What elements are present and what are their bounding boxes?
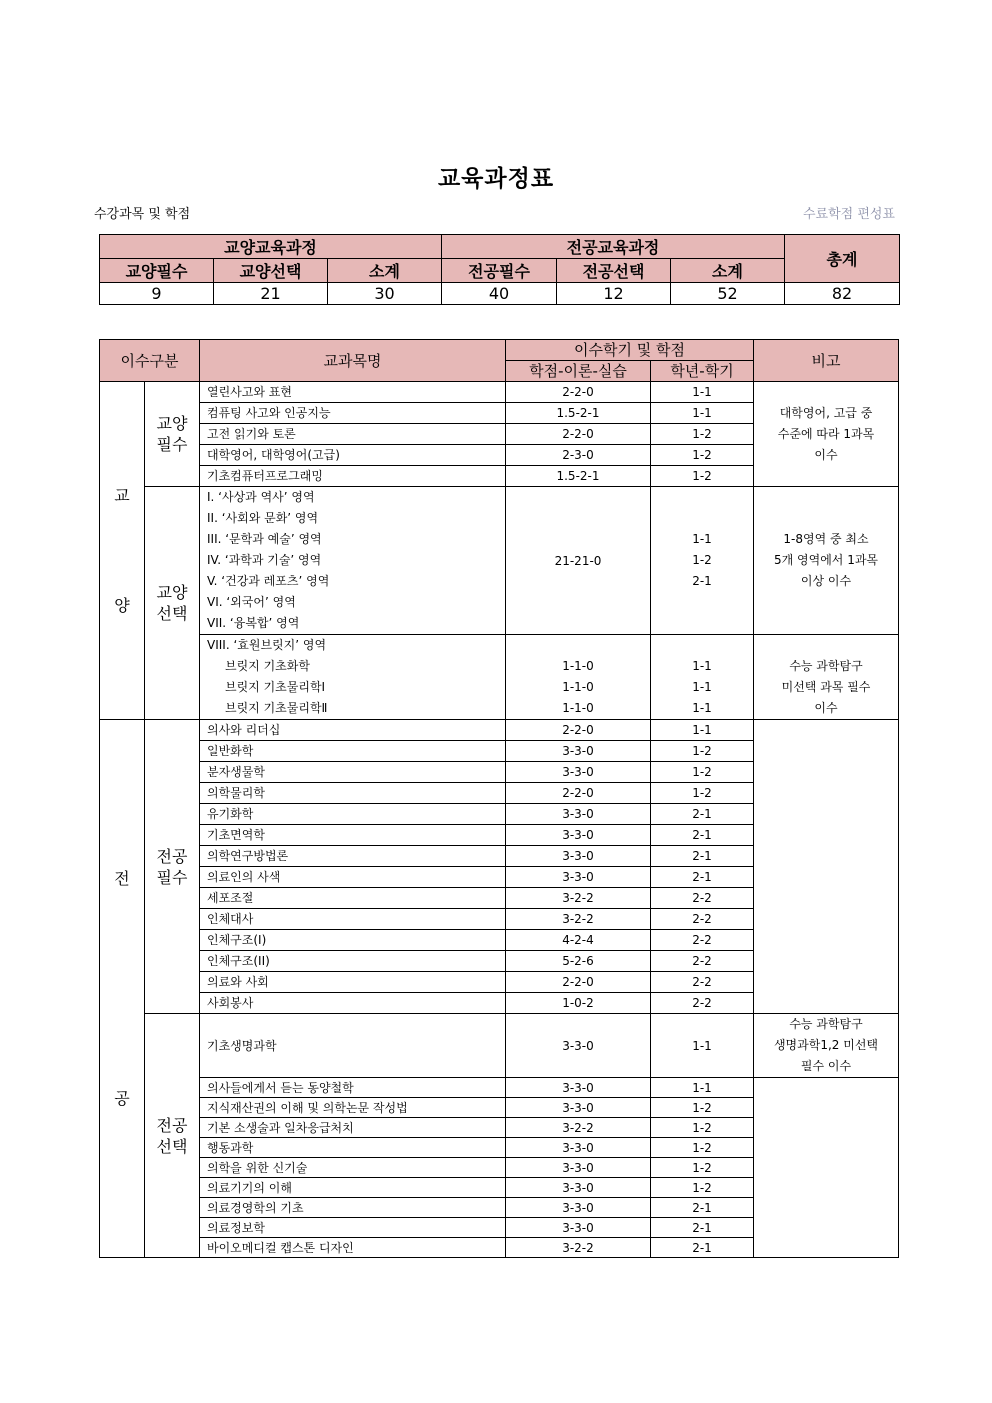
course-term: 2-1 bbox=[651, 825, 754, 846]
category-char: 교 bbox=[114, 485, 130, 505]
elective-term: 1-1 bbox=[692, 532, 712, 546]
course-name: 인체구조(II) bbox=[200, 951, 506, 972]
course-name-header: 교과목명 bbox=[200, 340, 506, 382]
note-line: 수능 과학탐구 bbox=[789, 659, 863, 673]
bridge-credit-list bbox=[506, 635, 651, 720]
bridge-course-credit: 1-1-0 bbox=[562, 659, 594, 673]
note-line: 이상 이수 bbox=[800, 574, 852, 588]
note-header: 비고 bbox=[754, 340, 899, 382]
course-credit: 3-2-2 bbox=[506, 1118, 651, 1138]
course-credit: 3-3-0 bbox=[506, 1158, 651, 1178]
course-name: 컴퓨팅 사고와 인공지능 bbox=[200, 403, 506, 424]
course-name: 기초면역학 bbox=[200, 825, 506, 846]
course-name: 의사와 리더십 bbox=[200, 720, 506, 741]
semester-credit-header: 이수학기 및 학점 bbox=[506, 340, 754, 361]
course-term: 2-1 bbox=[651, 867, 754, 888]
course-credit: 1.5-2-1 bbox=[506, 403, 651, 424]
course-credit: 3-2-2 bbox=[506, 1238, 651, 1258]
general-elective-note bbox=[754, 487, 899, 635]
bridge-course-term: 1-1 bbox=[692, 701, 712, 715]
course-term: 1-2 bbox=[651, 424, 754, 445]
general-elective-label bbox=[145, 487, 200, 720]
elective-area: VII. ‘융복합’ 영역 bbox=[207, 616, 300, 630]
elective-area: III. ‘문학과 예술’ 영역 bbox=[207, 532, 322, 546]
course-term: 1-2 bbox=[651, 445, 754, 466]
major-elective-note bbox=[754, 1078, 899, 1258]
course-name: 사회봉사 bbox=[200, 993, 506, 1014]
course-term: 1-1 bbox=[651, 1014, 754, 1078]
course-credit: 1-0-2 bbox=[506, 993, 651, 1014]
course-name: 의료기기의 이해 bbox=[200, 1178, 506, 1198]
credit-header: 학점-이론-실습 bbox=[506, 361, 651, 382]
bridge-course-name: 브릿지 기초화학 bbox=[225, 659, 310, 673]
course-credit: 3-2-2 bbox=[506, 888, 651, 909]
summary-value: 82 bbox=[785, 283, 900, 305]
note-line: 미선택 과목 필수 bbox=[781, 680, 871, 694]
course-credit-caption: 수강과목 및 학점 bbox=[94, 207, 191, 222]
total-header: 총계 bbox=[785, 235, 900, 283]
course-credit: 3-3-0 bbox=[506, 867, 651, 888]
subcategory-label-line: 선택 bbox=[156, 604, 188, 623]
elective-term: 2-1 bbox=[692, 574, 712, 588]
summary-value: 52 bbox=[671, 283, 785, 305]
course-term: 2-2 bbox=[651, 972, 754, 993]
course-term: 1-1 bbox=[651, 382, 754, 403]
category-char: 공 bbox=[114, 1088, 130, 1108]
bridge-course-credit: 1-1-0 bbox=[562, 701, 594, 715]
course-term: 2-1 bbox=[651, 1238, 754, 1258]
credit-summary-table bbox=[99, 234, 900, 305]
elective-area: I. ‘사상과 역사’ 영역 bbox=[207, 490, 315, 504]
note-line: 이수 bbox=[814, 701, 838, 715]
summary-col-header: 소계 bbox=[671, 259, 785, 283]
course-name: 행동과학 bbox=[200, 1138, 506, 1158]
course-name: 의료경영학의 기초 bbox=[200, 1198, 506, 1218]
major-category-label bbox=[100, 720, 145, 1258]
category-char: 전 bbox=[114, 868, 130, 888]
bridge-course-list bbox=[200, 635, 506, 720]
course-name: 의료인의 사색 bbox=[200, 867, 506, 888]
note-line: 이수 bbox=[814, 447, 838, 462]
summary-value: 9 bbox=[100, 283, 214, 305]
course-credit: 2-2-0 bbox=[506, 382, 651, 403]
subcategory-label-line: 필수 bbox=[156, 435, 188, 454]
major-elective-first-note bbox=[754, 1014, 899, 1078]
course-term: 1-2 bbox=[651, 1178, 754, 1198]
course-term: 2-1 bbox=[651, 1198, 754, 1218]
elective-area: IV. ‘과학과 기술’ 영역 bbox=[207, 553, 322, 567]
course-credit: 3-3-0 bbox=[506, 1014, 651, 1078]
course-credit: 2-2-0 bbox=[506, 972, 651, 993]
course-name: 기초생명과학 bbox=[200, 1014, 506, 1078]
summary-col-header: 전공필수 bbox=[442, 259, 557, 283]
course-term: 1-2 bbox=[651, 1158, 754, 1178]
course-credit: 3-3-0 bbox=[506, 1218, 651, 1238]
course-name: 지식재산권의 이해 및 의학논문 작성법 bbox=[200, 1098, 506, 1118]
course-term: 1-1 bbox=[651, 403, 754, 424]
course-term: 1-2 bbox=[651, 741, 754, 762]
course-term: 1-2 bbox=[651, 783, 754, 804]
bridge-note bbox=[754, 635, 899, 720]
course-credit: 3-3-0 bbox=[506, 1078, 651, 1098]
subcategory-label-line: 교양 bbox=[156, 414, 188, 433]
note-line: 5개 영역에서 1과목 bbox=[773, 553, 879, 567]
course-name: 의학을 위한 신기술 bbox=[200, 1158, 506, 1178]
subcategory-label-line: 전공 bbox=[156, 1115, 188, 1135]
major-elective-label bbox=[145, 1014, 200, 1258]
summary-col-header: 교양선택 bbox=[214, 259, 328, 283]
summary-value: 12 bbox=[557, 283, 671, 305]
bridge-term-list bbox=[651, 635, 754, 720]
major-curriculum-header: 전공교육과정 bbox=[442, 235, 785, 259]
course-term: 1-2 bbox=[651, 1118, 754, 1138]
course-name: 대학영어, 대학영어(고급) bbox=[200, 445, 506, 466]
course-term: 2-1 bbox=[651, 804, 754, 825]
elective-area-list bbox=[200, 487, 506, 635]
course-name: 기본 소생술과 일차응급처치 bbox=[200, 1118, 506, 1138]
elective-credit: 21-21-0 bbox=[506, 487, 651, 635]
subcategory-label-line: 전공 bbox=[156, 846, 188, 866]
course-name: 의사들에게서 듣는 동양철학 bbox=[200, 1078, 506, 1098]
course-term: 1-2 bbox=[651, 1138, 754, 1158]
bridge-course-name: 브릿지 기초물리학Ⅱ bbox=[225, 701, 328, 715]
course-credit: 3-3-0 bbox=[506, 804, 651, 825]
course-name: 인체대사 bbox=[200, 909, 506, 930]
course-name: 의료와 사회 bbox=[200, 972, 506, 993]
category-header: 이수구분 bbox=[100, 340, 200, 382]
bridge-title: VIII. ‘효원브릿지’ 영역 bbox=[207, 638, 327, 652]
elective-area: V. ‘건강과 레포츠’ 영역 bbox=[207, 574, 330, 588]
bridge-course-name: 브릿지 기초물리학Ⅰ bbox=[225, 680, 326, 694]
year-semester-header: 학년-학기 bbox=[651, 361, 754, 382]
course-name: 열린사고와 표현 bbox=[200, 382, 506, 403]
course-name: 의학연구방법론 bbox=[200, 846, 506, 867]
summary-col-header: 전공선택 bbox=[557, 259, 671, 283]
bridge-course-term: 1-1 bbox=[692, 680, 712, 694]
course-name: 바이오메디컬 캡스톤 디자인 bbox=[200, 1238, 506, 1258]
course-credit: 3-3-0 bbox=[506, 1098, 651, 1118]
subcategory-label-line: 선택 bbox=[156, 1136, 188, 1156]
course-credit: 3-3-0 bbox=[506, 741, 651, 762]
course-credit: 2-3-0 bbox=[506, 445, 651, 466]
summary-value: 40 bbox=[442, 283, 557, 305]
course-term: 2-2 bbox=[651, 888, 754, 909]
subcategory-label-line: 필수 bbox=[156, 867, 188, 887]
course-term: 1-1 bbox=[651, 1078, 754, 1098]
course-term: 1-2 bbox=[651, 762, 754, 783]
course-term: 1-2 bbox=[651, 1098, 754, 1118]
curriculum-table bbox=[99, 339, 899, 1258]
course-term: 1-2 bbox=[651, 466, 754, 487]
course-credit: 5-2-6 bbox=[506, 951, 651, 972]
course-name: 기초컴퓨터프로그래밍 bbox=[200, 466, 506, 487]
course-term: 2-2 bbox=[651, 930, 754, 951]
general-category-label bbox=[100, 382, 145, 720]
course-credit: 2-2-0 bbox=[506, 424, 651, 445]
elective-area: VI. ‘외국어’ 영역 bbox=[207, 595, 296, 609]
elective-terms bbox=[651, 487, 754, 635]
course-name: 의료정보학 bbox=[200, 1218, 506, 1238]
course-term: 2-1 bbox=[651, 846, 754, 867]
course-name: 세포조절 bbox=[200, 888, 506, 909]
course-term: 1-1 bbox=[651, 720, 754, 741]
note-line: 1-8영역 중 최소 bbox=[783, 532, 869, 546]
course-credit: 3-3-0 bbox=[506, 1198, 651, 1218]
course-credit: 3-3-0 bbox=[506, 762, 651, 783]
subcategory-label-line: 교양 bbox=[156, 583, 188, 602]
course-name: 의학물리학 bbox=[200, 783, 506, 804]
course-credit: 4-2-4 bbox=[506, 930, 651, 951]
note-line: 생명과학1,2 미선택 bbox=[773, 1038, 879, 1052]
note-line: 수준에 따라 1과목 bbox=[777, 426, 875, 441]
course-name: 고전 읽기와 토론 bbox=[200, 424, 506, 445]
course-term: 2-2 bbox=[651, 909, 754, 930]
note-line: 필수 이수 bbox=[800, 1059, 852, 1073]
elective-term: 1-2 bbox=[692, 553, 712, 567]
course-name: 인체구조(I) bbox=[200, 930, 506, 951]
summary-col-header: 교양필수 bbox=[100, 259, 214, 283]
elective-area: II. ‘사회와 문화’ 영역 bbox=[207, 511, 319, 525]
category-char: 양 bbox=[114, 595, 130, 615]
summary-col-header: 소계 bbox=[328, 259, 442, 283]
course-credit: 3-3-0 bbox=[506, 1178, 651, 1198]
course-term: 2-2 bbox=[651, 993, 754, 1014]
course-name: 분자생물학 bbox=[200, 762, 506, 783]
general-required-note bbox=[754, 382, 899, 487]
major-required-label bbox=[145, 720, 200, 1014]
bridge-course-term: 1-1 bbox=[692, 659, 712, 673]
general-curriculum-header: 교양교육과정 bbox=[100, 235, 442, 259]
course-credit: 3-2-2 bbox=[506, 909, 651, 930]
credit-plan-caption: 수료학점 편성표 bbox=[802, 207, 895, 222]
course-credit: 3-3-0 bbox=[506, 1138, 651, 1158]
summary-value: 30 bbox=[328, 283, 442, 305]
course-credit: 2-2-0 bbox=[506, 783, 651, 804]
note-line: 수능 과학탐구 bbox=[789, 1017, 863, 1031]
course-name: 유기화학 bbox=[200, 804, 506, 825]
course-credit: 3-3-0 bbox=[506, 846, 651, 867]
course-name: 일반화학 bbox=[200, 741, 506, 762]
general-required-label bbox=[145, 382, 200, 487]
course-credit: 2-2-0 bbox=[506, 720, 651, 741]
course-term: 2-1 bbox=[651, 1218, 754, 1238]
bridge-course-credit: 1-1-0 bbox=[562, 680, 594, 694]
course-credit: 1.5-2-1 bbox=[506, 466, 651, 487]
course-credit: 3-3-0 bbox=[506, 825, 651, 846]
document-title: 교육과정표 bbox=[437, 166, 555, 192]
summary-value: 21 bbox=[214, 283, 328, 305]
course-term: 2-2 bbox=[651, 951, 754, 972]
major-required-note bbox=[754, 720, 899, 1014]
note-line: 대학영어, 고급 중 bbox=[779, 405, 873, 420]
